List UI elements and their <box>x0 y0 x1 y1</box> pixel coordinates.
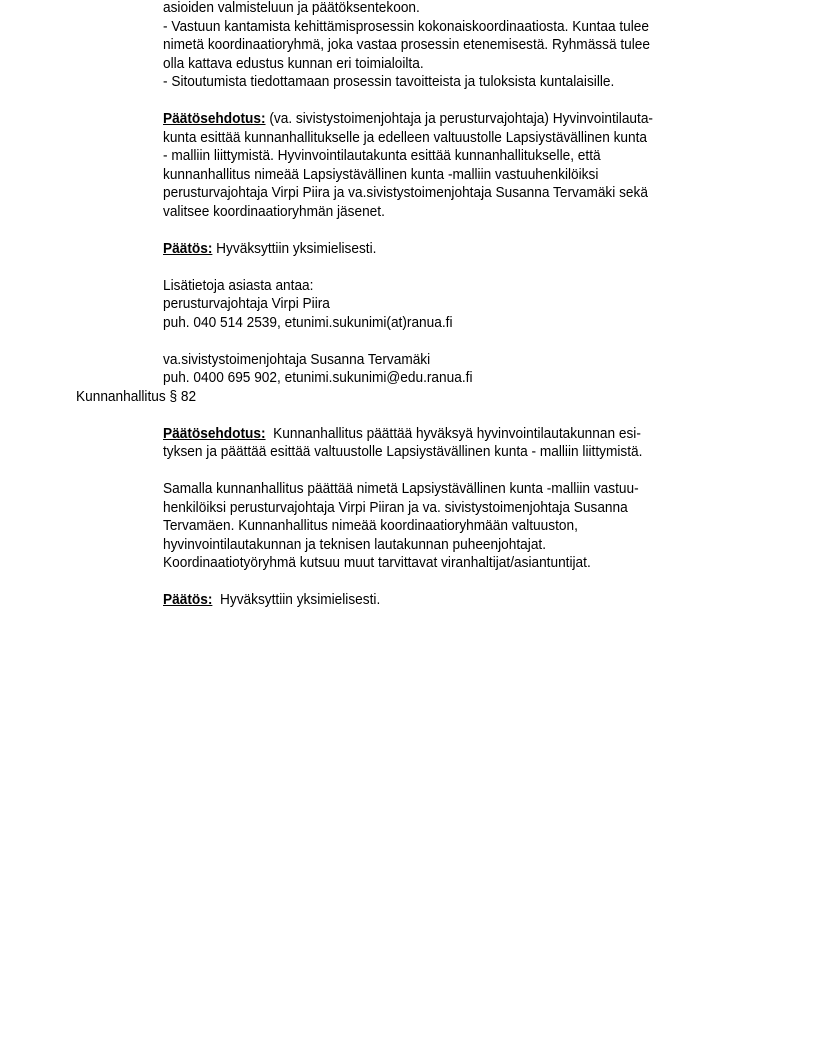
decision-label: Päätös: <box>163 591 213 608</box>
section-heading: Kunnanhallitus § 82 <box>76 387 197 405</box>
proposal-paragraph-1 <box>0 110 816 221</box>
text-line: hyvinvointilautakunnan ja teknisen lautakunnan puheenjohtajat. <box>163 535 547 553</box>
paragraph-2 <box>0 480 816 573</box>
text-line: tyksen ja päättää esittää valtuustolle Lapsiystävällinen kunta - malliin liittymistä. <box>163 443 643 460</box>
text-line: perusturvajohtaja Virpi Piira ja va.sivistystoimenjohtaja Susanna Tervamäki sekä <box>163 184 648 201</box>
intro-paragraph <box>0 0 816 92</box>
decision-1 <box>0 240 816 259</box>
text-line: olla kattava edustus kunnan eri toimialoilta. <box>163 54 424 72</box>
text-line: Kunnanhallitus päättää hyväksyä hyvinvointilautakunnan esi- <box>265 424 641 442</box>
text-line: asioiden valmisteluun ja päätöksentekoon. <box>163 0 420 16</box>
decision-text: Hyväksyttiin yksimielisesti. <box>212 591 381 608</box>
text-line: va.sivistystoimenjohtaja Susanna Tervamäki <box>163 350 431 368</box>
text-line: - Sitoutumista tiedottamaan prosessin tavoitteista ja tuloksista kuntalaisille. <box>163 73 615 90</box>
text-line: - Vastuun kantamista kehittämisprosessin kokonaiskoordinaatiosta. Kuntaa tulee <box>163 17 650 35</box>
text-line: Koordinaatiotyöryhmä kutsuu muut tarvittavat viranhaltijat/asiantuntijat. <box>163 554 591 571</box>
decision-label: Päätös: <box>163 239 213 257</box>
text-line: Samalla kunnanhallitus päättää nimetä Lapsiystävällinen kunta -malliin vastuu- <box>163 480 639 497</box>
text-line: (va. sivistystoimenjohtaja ja perusturvajohtaja) Hyvinvointilauta- <box>265 110 653 127</box>
text-line: valitsee koordinaatioryhmän jäsenet. <box>163 202 385 220</box>
text-line: - malliin liittymistä. Hyvinvointilautakunta esittää kunnanhallitukselle, että <box>163 147 601 164</box>
proposal-paragraph-2 <box>0 425 816 462</box>
text-line: kunta esittää kunnanhallitukselle ja edelleen valtuustolle Lapsiystävällinen kunta <box>163 128 648 146</box>
text-line: puh. 040 514 2539, etunimi.sukunimi(at)ranua.fi <box>163 313 453 331</box>
decision-2 <box>0 591 816 610</box>
decision-text: Hyväksyttiin yksimielisesti. <box>212 239 377 257</box>
text-line: henkilöiksi perusturvajohtaja Virpi Piiran ja va. sivistystoimenjohtaja Susanna <box>163 498 628 516</box>
text-line: perusturvajohtaja Virpi Piira <box>163 295 330 312</box>
text-line: nimetä koordinaatioryhmä, joka vastaa prosessin etenemisestä. Ryhmässä tulee <box>163 36 651 53</box>
text-line: Tervamäen. Kunnanhallitus nimeää koordinaatioryhmään valtuuston, <box>163 517 578 534</box>
proposal-label: Päätösehdotus: <box>163 110 266 127</box>
text-line: kunnanhallitus nimeää Lapsiystävällinen kunta -malliin vastuuhenkilöiksi <box>163 165 599 183</box>
text-line: Lisätietoja asiasta antaa: <box>163 276 314 294</box>
proposal-label: Päätösehdotus: <box>163 424 266 442</box>
contact-info <box>0 277 816 388</box>
text-line: puh. 0400 695 902, etunimi.sukunimi@edu.ranua.fi <box>163 369 473 386</box>
